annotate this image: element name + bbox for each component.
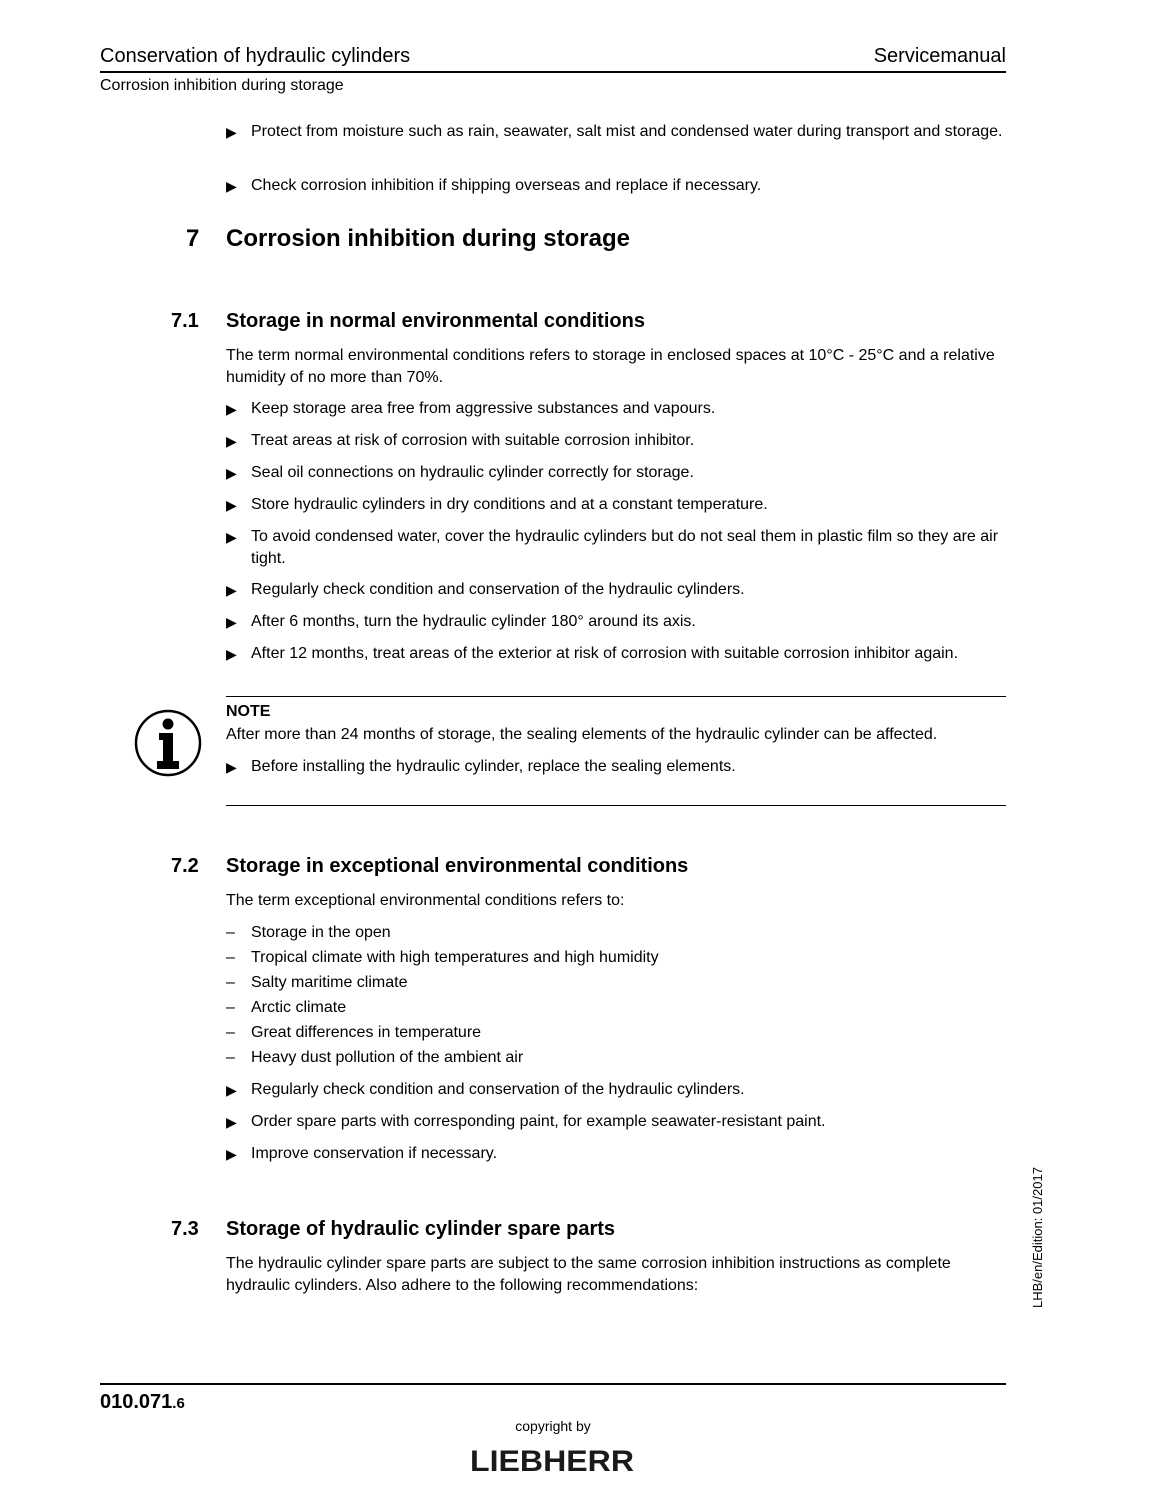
- edition-label: LHB/en/Edition: 01/2017: [1030, 1167, 1045, 1308]
- page-number: 010.071.6: [100, 1391, 185, 1413]
- header-rule: [100, 71, 1006, 73]
- list-item: ▶ Store hydraulic cylinders in dry conditions and at a constant temperature.: [226, 494, 1006, 516]
- subsection-title: Storage in normal environmental conditions: [226, 310, 645, 332]
- list-item: ▶ Order spare parts with corresponding paint, for example seawater-resistant paint.: [226, 1111, 1006, 1133]
- note-bottom-rule: [226, 805, 1006, 806]
- section-title: Corrosion inhibition during storage: [226, 225, 630, 252]
- subsection-number: 7.2: [171, 855, 199, 877]
- list-item: ▶ Improve conservation if necessary.: [226, 1143, 1006, 1165]
- list-item: – Arctic climate: [226, 999, 347, 1016]
- triangle-right-icon: ▶: [226, 1146, 237, 1162]
- subsection-number: 7.1: [171, 310, 199, 332]
- list-item: ▶ Before installing the hydraulic cylinder, replace the sealing elements.: [226, 756, 1006, 778]
- paragraph: The term normal environmental conditions refers to storage in enclosed spaces at 10°C - 25°C and a relative humidity of no more than 70%.: [226, 347, 995, 386]
- running-header-title: Conservation of hydraulic cylinders: [100, 45, 411, 67]
- triangle-right-icon: ▶: [226, 1114, 237, 1130]
- list-item: ▶ Check corrosion inhibition if shipping overseas and replace if necessary.: [226, 175, 1006, 197]
- triangle-right-icon: ▶: [226, 646, 237, 662]
- list-item: ▶ Regularly check condition and conservation of the hydraulic cylinders.: [226, 1079, 1006, 1101]
- note-text: After more than 24 months of storage, the sealing elements of the hydraulic cylinder can be affected.: [226, 726, 938, 743]
- triangle-right-icon: ▶: [226, 497, 237, 513]
- footer-rule: [100, 1383, 1006, 1385]
- triangle-right-icon: ▶: [226, 614, 237, 630]
- triangle-right-icon: ▶: [226, 401, 237, 417]
- list-item: – Heavy dust pollution of the ambient air: [226, 1049, 524, 1066]
- list-item: ▶ To avoid condensed water, cover the hydraulic cylinders but do not seal them in plastic film so they are air tight.: [226, 528, 999, 567]
- triangle-right-icon: ▶: [226, 124, 237, 140]
- note-top-rule: [226, 696, 1006, 697]
- list-item: – Great differences in temperature: [226, 1024, 482, 1041]
- list-item: ▶ Regularly check condition and conservation of the hydraulic cylinders.: [226, 579, 1006, 601]
- list-item: ▶ After 6 months, turn the hydraulic cylinder 180° around its axis.: [226, 611, 1006, 633]
- svg-text:LIEBHERR: LIEBHERR: [470, 1445, 635, 1476]
- list-item: ▶ Protect from moisture such as rain, seawater, salt mist and condensed water during transport and storage.: [226, 121, 1006, 143]
- triangle-right-icon: ▶: [226, 582, 237, 598]
- list-item: ▶ Keep storage area free from aggressive substances and vapours.: [226, 398, 1006, 420]
- running-header-subtitle: Corrosion inhibition during storage: [100, 77, 344, 94]
- paragraph: The term exceptional environmental conditions refers to:: [226, 892, 625, 909]
- subsection-title: Storage of hydraulic cylinder spare parts: [226, 1218, 616, 1240]
- list-item: – Tropical climate with high temperatures and high humidity: [226, 949, 659, 966]
- list-item: – Storage in the open: [226, 924, 391, 941]
- section-number: 7: [186, 225, 200, 252]
- subsection-title: Storage in exceptional environmental conditions: [226, 855, 689, 877]
- triangle-right-icon: ▶: [226, 178, 237, 194]
- paragraph: The hydraulic cylinder spare parts are subject to the same corrosion inhibition instructions as complete hydraulic cylinders. Also adhere to the following recommendations:: [226, 1255, 951, 1294]
- copyright-text: copyright by: [515, 1418, 591, 1434]
- triangle-right-icon: ▶: [226, 529, 237, 545]
- liebherr-logo: [468, 1444, 636, 1476]
- triangle-right-icon: ▶: [226, 1082, 237, 1098]
- list-item: ▶ Treat areas at risk of corrosion with suitable corrosion inhibitor.: [226, 430, 1006, 452]
- triangle-right-icon: ▶: [226, 433, 237, 449]
- info-icon: [134, 709, 202, 777]
- note-title: NOTE: [226, 703, 271, 720]
- list-item: – Salty maritime climate: [226, 974, 408, 991]
- running-header-manual: Servicemanual: [873, 45, 1006, 67]
- triangle-right-icon: ▶: [226, 465, 237, 481]
- list-item: ▶ Seal oil connections on hydraulic cylinder correctly for storage.: [226, 462, 1006, 484]
- subsection-number: 7.3: [171, 1218, 199, 1240]
- triangle-right-icon: ▶: [226, 759, 237, 775]
- list-item: ▶ After 12 months, treat areas of the exterior at risk of corrosion with suitable corrosion inhibitor again.: [226, 643, 1006, 665]
